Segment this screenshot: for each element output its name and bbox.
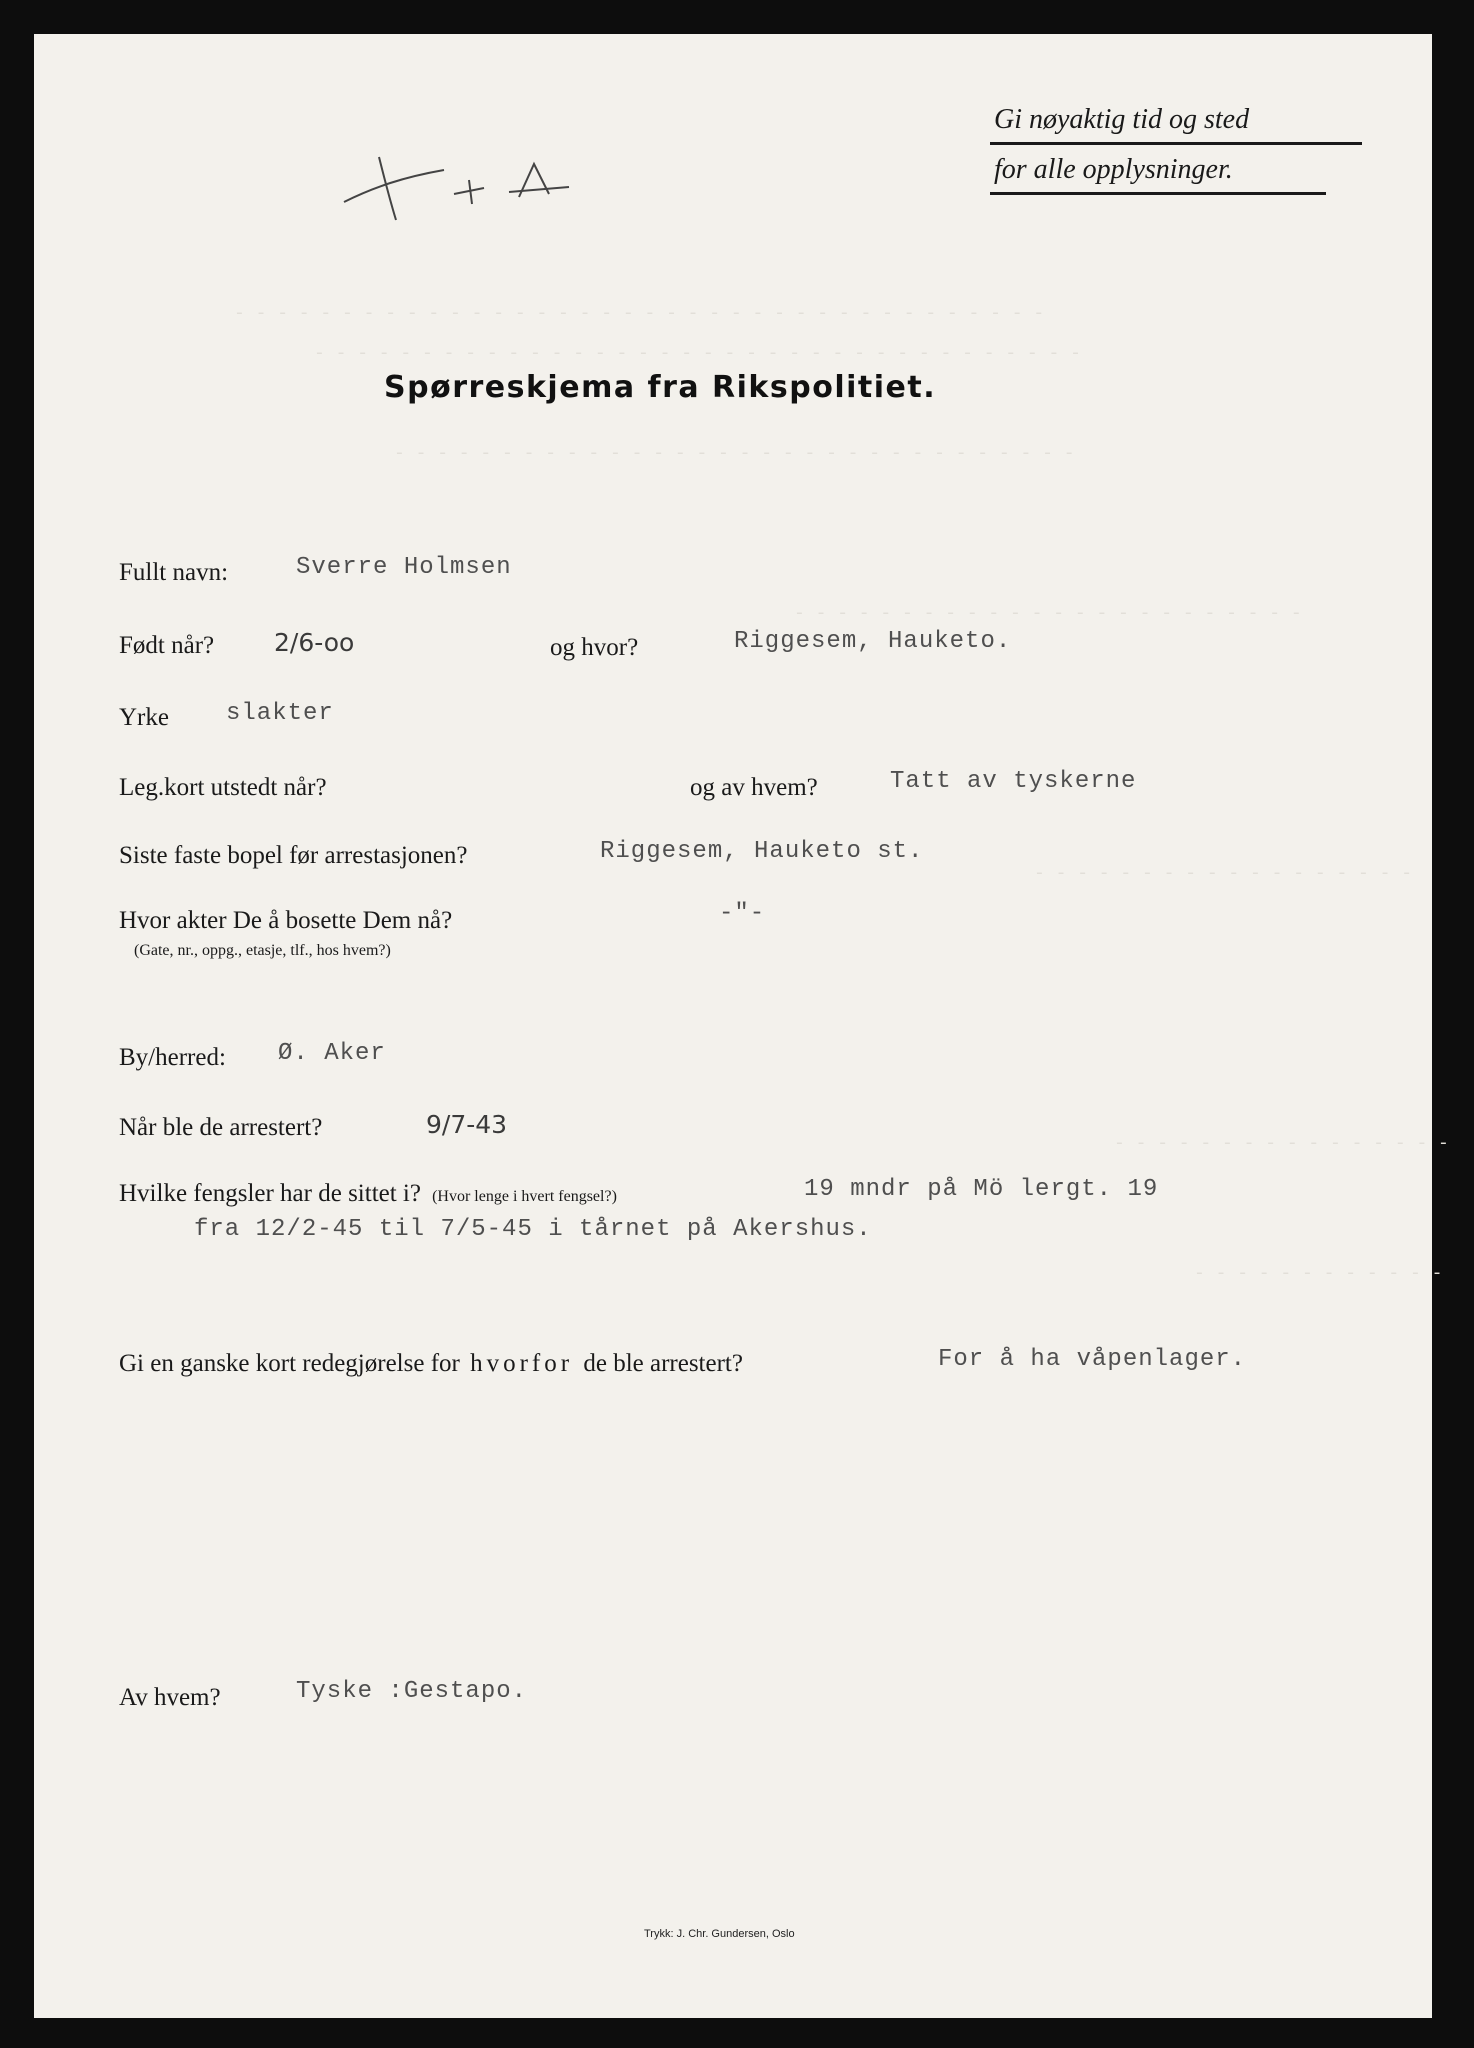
header-note-underline2 [990, 192, 1326, 195]
legkort-by-label: og av hvem? [690, 774, 818, 801]
printer-imprint: Trykk: J. Chr. Gundersen, Oslo [644, 1928, 795, 1940]
born-where-label: og hvor? [550, 634, 639, 661]
last-address-value: Riggesem, Hauketo st. [600, 838, 924, 865]
prisons-value-line1: 19 mndr på Mö lergt. 19 [804, 1176, 1159, 1203]
by-whom-value: Tyske :Gestapo. [296, 1678, 528, 1705]
prisons-label-group [119, 1180, 617, 1208]
show-through-text: - - - - - - - - - - - - - - - - - - [1034, 864, 1413, 884]
legkort-when-label: Leg.kort utstedt når? [119, 774, 327, 801]
handwritten-marks [334, 142, 604, 226]
form-page [34, 34, 1449, 2018]
settle-label: Hvor akter De å bosette Dem nå? [119, 907, 453, 934]
arrested-when-value: 9/7-43 [426, 1110, 508, 1139]
name-value: Sverre Holmsen [296, 554, 512, 581]
arrested-when-label: Når ble de arrestert? [119, 1114, 323, 1141]
last-address-label: Siste faste bopel før arrestasjonen? [119, 842, 468, 869]
municipality-value: Ø. Aker [278, 1040, 386, 1067]
born-when-label: Født når? [119, 632, 215, 659]
show-through-text: - - - - - - - - - - - - - - - - - - - - - - - - - - - - - - - - - - - - - - [234, 304, 1045, 324]
by-whom-label: Av hvem? [119, 1684, 221, 1711]
reason-label-pre: Gi en ganske kort redegjørelse for [119, 1350, 460, 1377]
header-note-underline1 [990, 142, 1362, 145]
occupation-value: slakter [226, 700, 334, 727]
show-through-text: - - - - - - - - - - - - - - - - [1114, 1134, 1449, 1154]
legkort-by-value: Tatt av tyskerne [890, 768, 1137, 795]
show-through-text: - - - - - - - - - - - - [1194, 1264, 1443, 1284]
reason-value: For å ha våpenlager. [938, 1346, 1247, 1373]
prisons-sublabel: (Hvor lenge i hvert fengsel?) [432, 1188, 617, 1205]
prisons-value-line2: fra 12/2-45 til 7/5-45 i tårnet på Akershus. [194, 1216, 872, 1243]
born-where-value: Riggesem, Hauketo. [734, 628, 1012, 655]
header-note-line2: for alle opplysninger. [994, 154, 1233, 185]
name-label: Fullt navn: [119, 559, 229, 586]
form-title: Spørreskjema fra Rikspolitiet. [384, 370, 937, 405]
occupation-label: Yrke [119, 704, 169, 731]
show-through-text: - - - - - - - - - - - - - - - - - - - - - - - - [794, 604, 1302, 624]
settle-value: -"- [719, 900, 766, 927]
show-through-text: - - - - - - - - - - - - - - - - - - - - - - - - - - - - - - - - - - - - [314, 344, 1081, 364]
header-note-line1: Gi nøyaktig tid og sted [994, 104, 1250, 135]
reason-label-post: de ble arrestert? [583, 1350, 743, 1377]
reason-label-group [119, 1350, 743, 1378]
prisons-label: Hvilke fengsler har de sittet i? [119, 1180, 421, 1207]
settle-sublabel: (Gate, nr., oppg., etasje, tlf., hos hvem?) [134, 942, 391, 959]
scribble-marks-icon [334, 142, 604, 222]
reason-label-emphasis: hvorfor [470, 1350, 574, 1377]
show-through-text: - - - - - - - - - - - - - - - - - - - - - - - - - - - - - - - - [394, 444, 1075, 464]
municipality-label: By/herred: [119, 1044, 226, 1071]
born-when-value: 2/6-oo [274, 628, 355, 657]
